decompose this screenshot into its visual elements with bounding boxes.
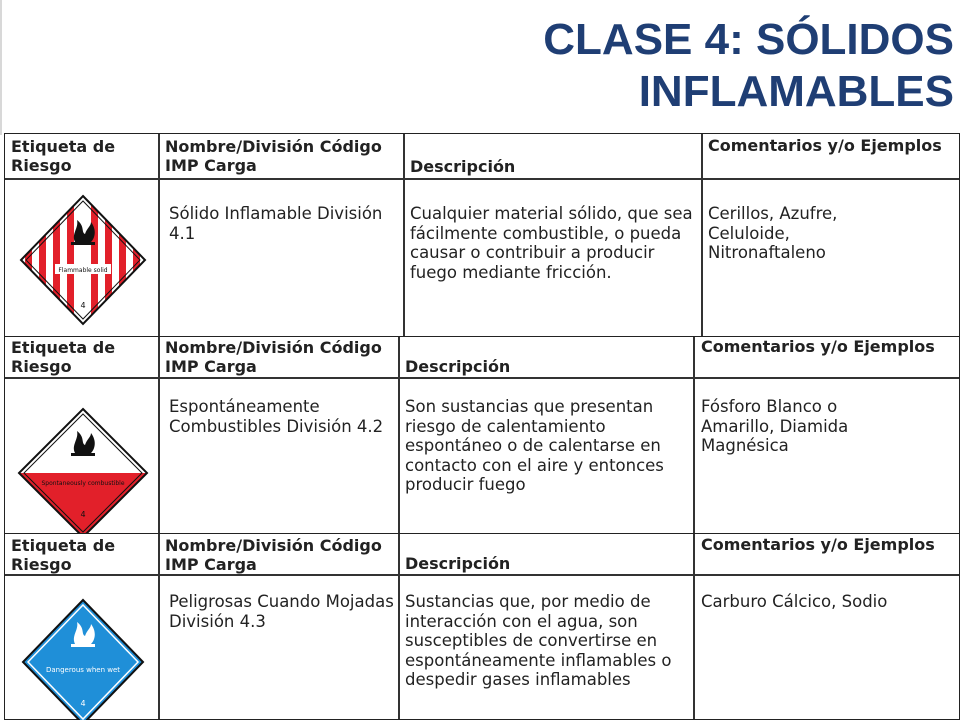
division-description: Cualquier material sólido, que sea fácilmente combustible, o pueda causar o contribuir a producir fuego mediante fricción. [410, 204, 693, 282]
division-name: Sólido Inflamable División 4.1 [169, 204, 383, 243]
division-examples: Cerillos, Azufre, Celuloide, Nitronaftaleno [708, 204, 838, 262]
header-name-col: Nombre/División Código IMP Carga [165, 338, 382, 376]
slide-title [354, 14, 954, 118]
header-name-col: Nombre/División Código IMP Carga [165, 137, 382, 175]
placard-dangerous-when-wet [11, 578, 155, 720]
division-description: Sustancias que, por medio de interacción con el agua, son susceptibles de convertirse en espontáneamente inflamables o despedir gases inflamables [405, 592, 672, 689]
header-label-col: Etiqueta de Riesgo [11, 536, 116, 574]
title-line-2: INFLAMABLES [638, 67, 954, 116]
hazard-table-section-4-2 [4, 336, 960, 536]
header-description-col: Descripción [405, 357, 511, 376]
division-examples: Fósforo Blanco o Amarillo, Diamida Magnésica [701, 397, 849, 455]
placard-number: 4 [80, 301, 86, 310]
placard-number: 4 [80, 510, 86, 519]
hazard-table-section-4-1 [4, 133, 960, 337]
placard-text: Dangerous when wet [45, 666, 121, 674]
header-label-col: Etiqueta de Riesgo [11, 338, 116, 376]
header-label-col: Etiqueta de Riesgo [11, 137, 116, 175]
placard-number: 4 [80, 699, 86, 708]
header-comments-col: Comentarios y/o Ejemplos [708, 136, 942, 155]
placard-flammable-solid [11, 184, 155, 334]
header-name-col: Nombre/División Código IMP Carga [165, 536, 382, 574]
title-line-1: CLASE 4: SÓLIDOS [543, 15, 954, 64]
division-description: Son sustancias que presentan riesgo de calentamiento espontáneo o de calentarse en contacto con el aire y entonces producir fuego [405, 397, 664, 494]
header-description-col: Descripción [405, 554, 511, 573]
hazard-table-section-4-3 [4, 533, 960, 720]
slide-left-rule [0, 0, 2, 135]
placard-text: Spontaneously combustible [41, 480, 125, 487]
header-comments-col: Comentarios y/o Ejemplos [701, 337, 935, 356]
division-examples: Carburo Cálcico, Sodio [701, 592, 888, 611]
division-name: Espontáneamente Combustibles División 4.2 [169, 397, 384, 436]
header-comments-col: Comentarios y/o Ejemplos [701, 535, 935, 554]
division-name: Peligrosas Cuando Mojadas División 4.3 [169, 592, 394, 631]
placard-spontaneously-combustible [11, 385, 155, 535]
placard-text: Flammable solid [58, 267, 108, 274]
header-description-col: Descripción [410, 157, 516, 176]
